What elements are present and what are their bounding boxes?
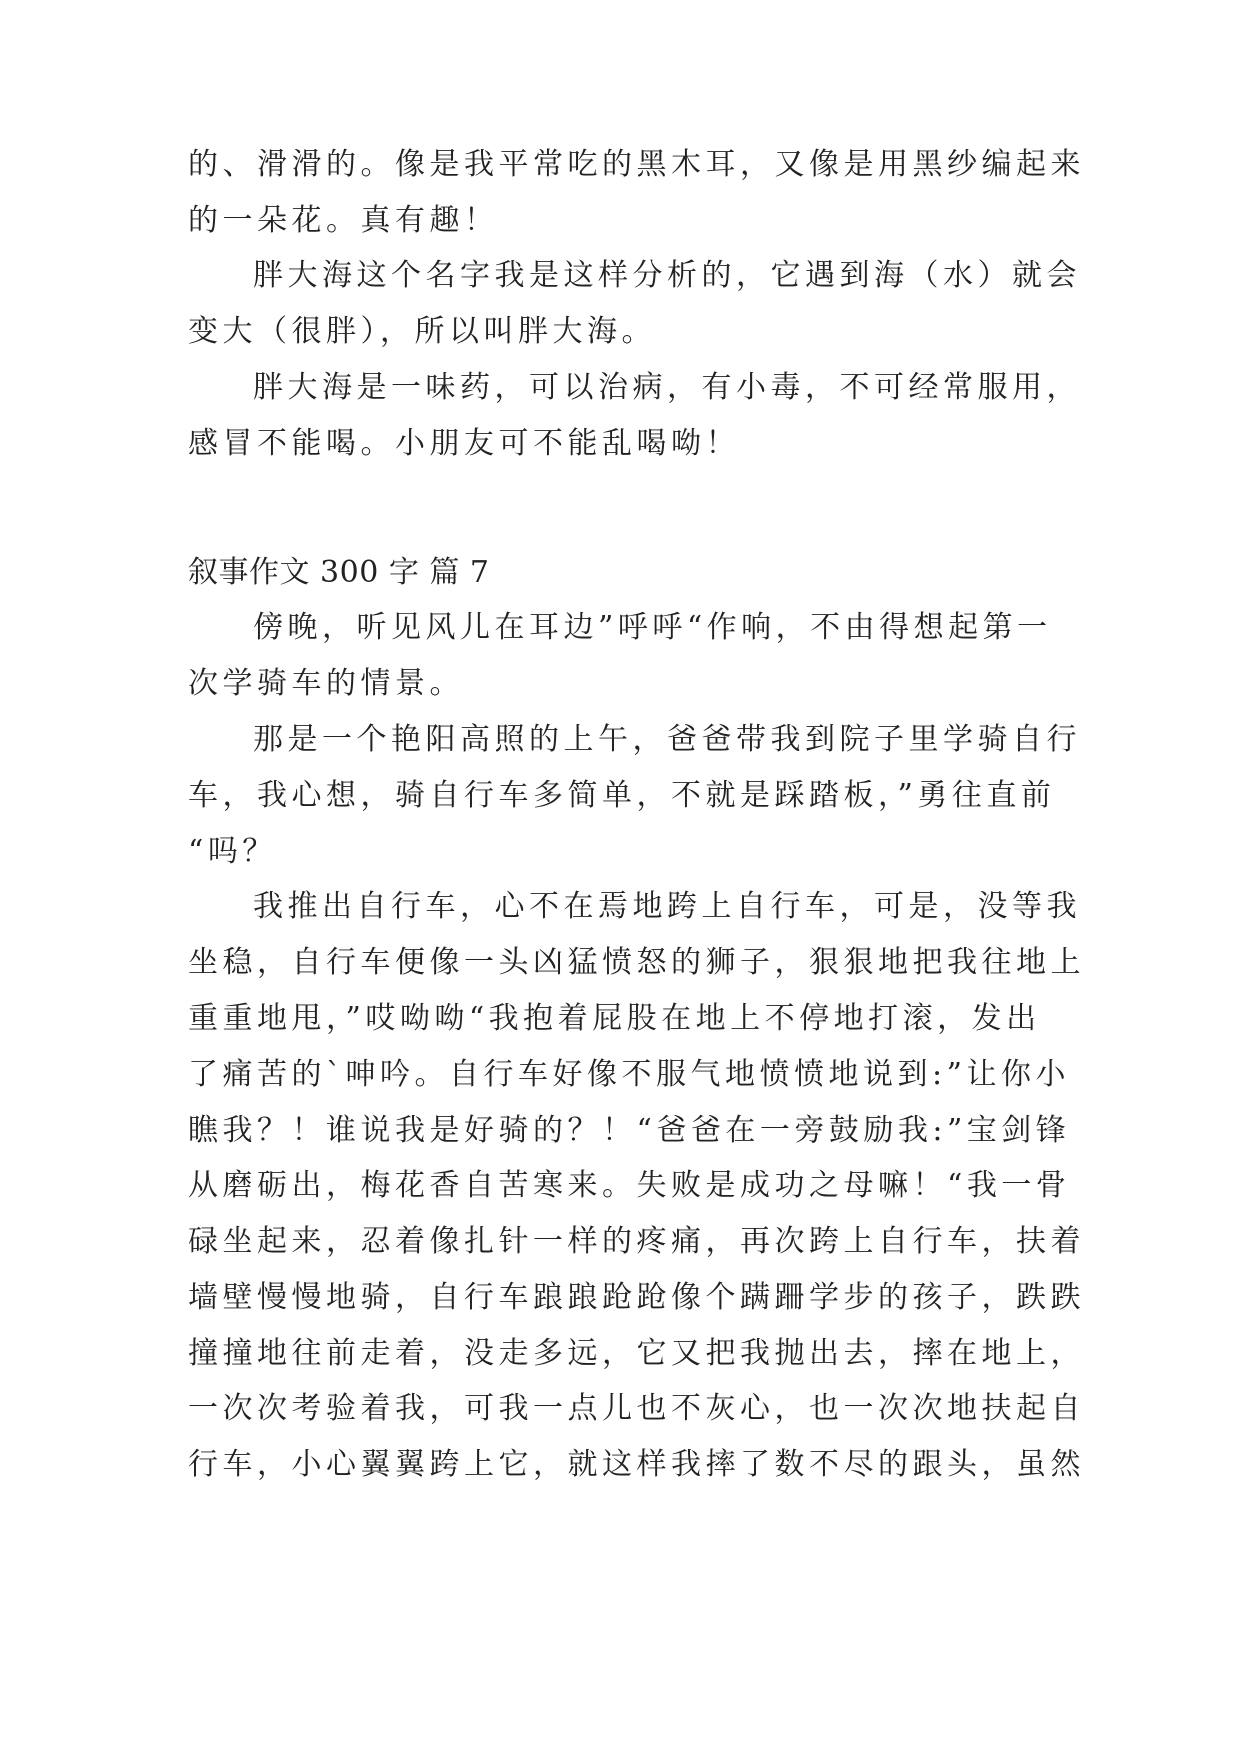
text-line: 坐稳，自行车便像一头凶猛愤怒的狮子，狠狠地把我往地上 [188, 945, 1085, 980]
text-line: 一次次考验着我，可我一点儿也不灰心，也一次次地扶起自 [188, 1391, 1085, 1426]
text-line: 的、滑滑的。像是我平常吃的黑木耳，又像是用黑纱编起来 [188, 147, 1085, 182]
text-line: 墙壁慢慢地骑，自行车踉踉跄跄像个蹒跚学步的孩子，跌跌 [188, 1280, 1085, 1315]
paragraph-start: 傍晚，听见风儿在耳边”呼呼“作响，不由得想起第一 [253, 610, 1052, 645]
text-line: 感冒不能喝。小朋友可不能乱喝呦！ [188, 426, 740, 461]
text-line: 撞撞地往前走着，没走多远，它又把我抛出去，摔在地上， [188, 1336, 1085, 1371]
text-line: “吗？ [188, 834, 277, 869]
text-line: 行车，小心翼翼跨上它，就这样我摔了数不尽的跟头，虽然 [188, 1447, 1085, 1482]
text-line: 从磨砺出，梅花香自苦寒来。失败是成功之母嘛！“我一骨 [188, 1168, 1071, 1203]
text-line: 车，我心想，骑自行车多简单，不就是踩踏板，”勇往直前 [188, 778, 1056, 813]
section-heading: 叙事作文 300 字 篇 7 [188, 555, 490, 590]
paragraph-start: 胖大海这个名字我是这样分析的，它遇到海（水）就会 [253, 258, 1081, 293]
text-line: 了痛苦的`呻吟。自行车好像不服气地愤愤地说到:”让你小 [188, 1057, 1070, 1092]
paragraph-start: 我推出自行车，心不在焉地跨上自行车，可是，没等我 [253, 889, 1081, 924]
text-line: 重重地甩，”哎呦呦“我抱着屁股在地上不停地打滚，发出 [188, 1001, 1041, 1036]
text-line: 的一朵花。真有趣！ [188, 203, 499, 238]
text-line: 碌坐起来，忍着像扎针一样的疼痛，再次跨上自行车，扶着 [188, 1224, 1085, 1259]
paragraph-start: 那是一个艳阳高照的上午，爸爸带我到院子里学骑自行 [253, 722, 1081, 757]
text-line: 瞧我？！谁说我是好骑的？！“爸爸在一旁鼓励我:”宝剑锋 [188, 1113, 1071, 1148]
text-line: 变大（很胖），所以叫胖大海。 [188, 314, 656, 349]
paragraph-start: 胖大海是一味药，可以治病，有小毒，不可经常服用， [253, 370, 1081, 405]
text-line: 次学骑车的情景。 [188, 666, 464, 701]
